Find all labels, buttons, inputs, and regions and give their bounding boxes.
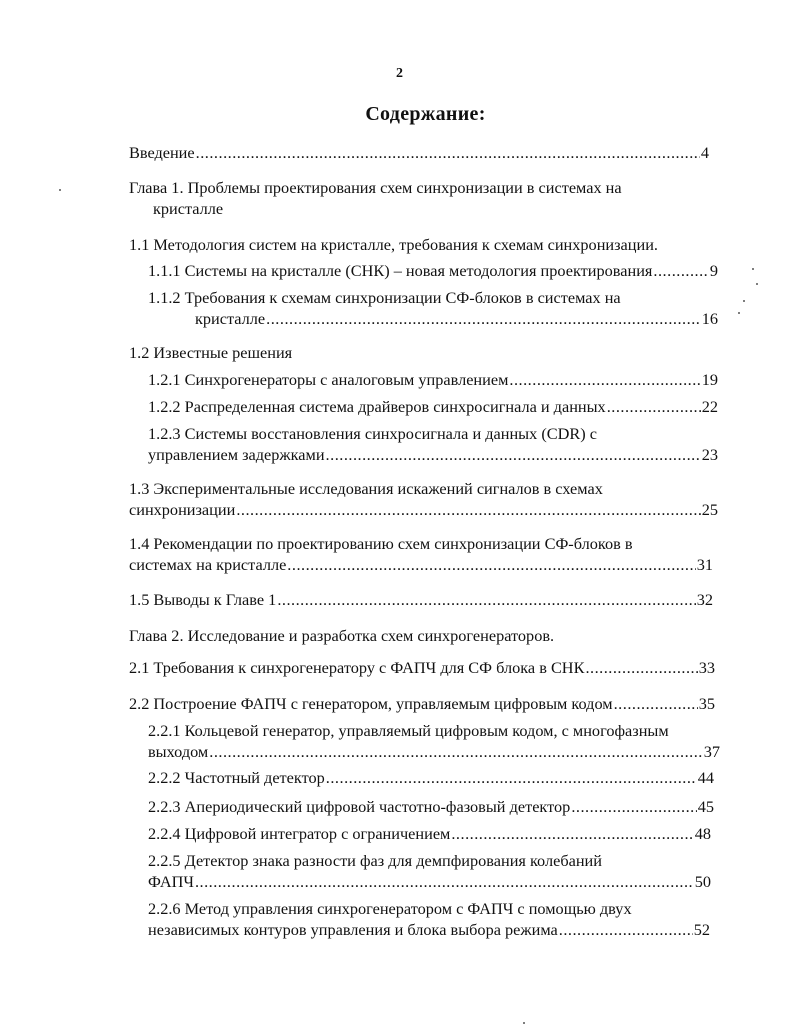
toc-entry-title: Глава 1. Проблемы проектирования схем синхронизации в системах на [129,178,622,197]
toc-entry-page: 22 [701,397,718,416]
toc-entry-title: 1.1.2 Требования к схемам синхронизации СФ-блоков в системах на [148,288,621,307]
page-title: Содержание: [365,103,486,125]
toc-entry-page: 48 [694,824,711,843]
toc-entry-page: 52 [693,920,710,939]
toc-entry-page: 33 [698,658,715,677]
toc-entry-title-cont: системах на кристалле [129,555,287,574]
toc-entry-page: 4 [700,143,709,162]
toc-chapter-heading [129,625,709,646]
toc-chapter-heading [129,177,709,219]
toc-entry [129,478,718,520]
toc-entry-page: 44 [697,768,714,787]
toc-entry-title-cont: независимых контуров управления и блока выбора режима [148,920,558,939]
toc-entry [129,142,709,163]
toc-entry-title: 2.2.4 Цифровой интегратор с ограничением [148,824,451,843]
toc-entry-title: 1.1.1 Системы на кристалле (СНК) – новая методология проектирования [148,261,653,280]
toc-entry [148,796,714,817]
toc-entry-page: 16 [701,309,718,328]
toc-entry-title-cont: кристалле [153,199,224,218]
toc-entry-title: 1.3 Экспериментальные исследования искажений сигналов в схемах [129,479,603,498]
scan-speck [523,1022,525,1024]
toc-entry-title: 1.2.1 Синхрогенераторы с аналоговым управлением [148,370,509,389]
toc-entry [148,720,720,762]
toc-entry [148,369,718,390]
scan-speck [743,300,745,302]
toc-entry-page: 25 [701,500,718,519]
toc-entry-page: 45 [697,797,714,816]
toc-entry [129,589,713,610]
toc-entry-title: 1.1 Методология систем на кристалле, требования к схемам синхронизации. [129,235,658,254]
toc-section-heading [129,234,729,255]
toc-entry-title: 2.2.2 Частотный детектор [148,768,325,787]
page-number: 2 [396,66,403,81]
toc-entry-title: Глава 2. Исследование и разработка схем синхрогенераторов. [129,626,555,645]
toc-entry [148,850,711,892]
toc-entry-title: 1.2 Известные решения [129,343,293,362]
toc-entry-title-cont: ФАПЧ [148,872,194,891]
toc-section-heading [129,342,529,363]
toc-entry [129,657,715,678]
toc-entry-title: 2.2 Построение ФАПЧ с генератором, управляемым цифровым кодом [129,694,613,713]
toc-entry [129,533,713,575]
toc-entry [148,423,718,465]
toc-entry [148,260,718,281]
toc-entry [129,693,715,714]
toc-entry-title: 2.2.6 Метод управления синхрогенератором с ФАПЧ с помощью двух [148,899,632,918]
toc-entry-title-cont: синхронизации [129,500,236,519]
toc-entry-title: 2.2.5 Детектор знака разности фаз для демпфирования колебаний [148,851,602,870]
toc-entry-page: 9 [709,261,718,280]
toc-entry-title: 1.2.2 Распределенная система драйверов синхросигнала и данных [148,397,606,416]
scan-speck [738,312,740,314]
toc-entry-page: 31 [696,555,713,574]
toc-entry [148,287,718,329]
toc-entry-title: 2.2.3 Апериодический цифровой частотно-фазовый детектор [148,797,571,816]
toc-entry-title-cont: управлением задержками [148,445,325,464]
toc-entry-title-cont: кристалле [195,309,266,328]
toc-entry-title: 1.2.3 Системы восстановления синхросигнала и данных (CDR) с [148,424,597,443]
toc-entry-title: 1.5 Выводы к Главе 1 [129,590,277,609]
toc-entry-page: 35 [698,694,715,713]
toc-entry [148,823,711,844]
toc-entry-page: 50 [694,872,711,891]
toc-entry-title: Введение [129,143,195,162]
toc-entry-title-cont: выходом [148,742,209,761]
scan-speck [752,268,754,270]
toc-entry-page: 32 [696,590,713,609]
toc-entry-page: 37 [703,742,720,761]
toc-entry [148,767,714,788]
toc-entry-title: 2.1 Требования к синхрогенератору с ФАПЧ для СФ блока в СНК [129,658,585,677]
scan-speck [59,189,61,191]
toc-entry-title: 2.2.1 Кольцевой генератор, управляемый цифровым кодом, с многофазным [148,721,669,740]
toc-entry [148,898,710,940]
toc-entry [148,396,718,417]
toc-entry-page: 19 [701,370,718,389]
scan-speck [756,283,758,285]
toc-entry-page: 23 [701,445,718,464]
toc-entry-title: 1.4 Рекомендации по проектированию схем синхронизации СФ-блоков в [129,534,633,553]
